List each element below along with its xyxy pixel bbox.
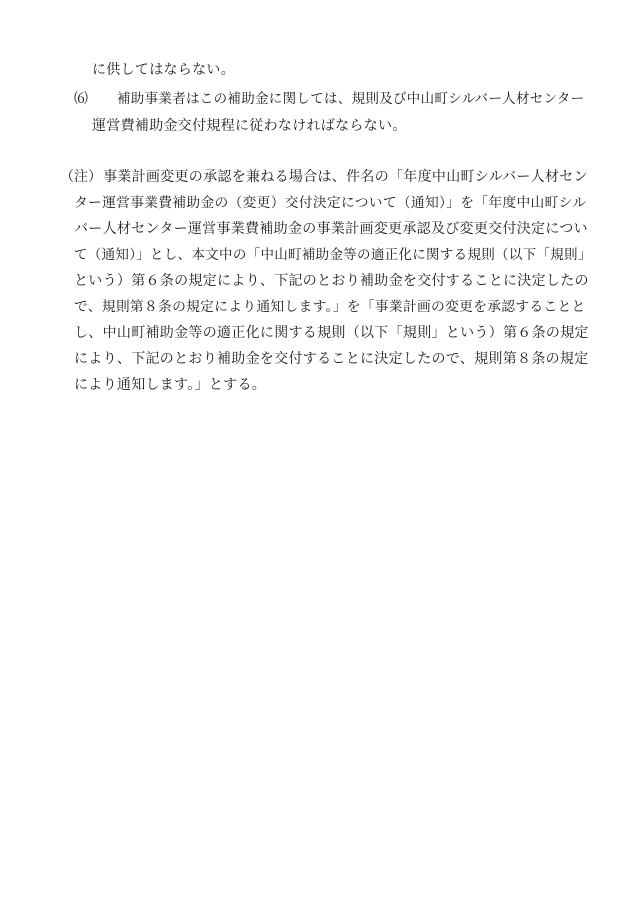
note-line-3: バー人材センター運営事業費補助金の事業計画変更承認及び変更交付決定につい — [74, 221, 588, 237]
note-marker: （注） — [60, 169, 102, 185]
note-line-4: て（通知）」とし、本文中の「中山町補助金等の適正化に関する規則（以下「規則」 — [74, 247, 592, 263]
note-line-8: により、下記のとおり補助金を交付することに決定したので、規則第８条の規定 — [74, 351, 589, 367]
item6-line-2: 運営費補助金交付規程に従わなければならない。 — [92, 118, 407, 134]
note-line-6: で、規則第８条の規定により通知します。」を「事業計画の変更を承認することと — [74, 299, 586, 315]
note-line-2: ター運営事業費補助金の（変更）交付決定について（通知）」を「年度中山町シル — [74, 195, 587, 211]
note-line-5: という）第６条の規定により、下記のとおり補助金を交付することに決定したの — [74, 273, 589, 289]
item6-marker: ⑹ — [74, 91, 88, 107]
note-line-1: 事業計画変更の承認を兼ねる場合は、件名の「年度中山町シルバー人材セン — [103, 169, 588, 185]
note-line-9: により通知します。」とする。 — [74, 377, 267, 393]
note-line-7: し、中山町補助金等の適正化に関する規則（以下「規則」という）第６条の規定 — [74, 325, 589, 341]
item6-line-1: 補助事業者はこの補助金に関しては、規則及び中山町シルバー人材センター — [117, 91, 585, 107]
item5-continuation: に供してはならない。 — [92, 62, 235, 78]
